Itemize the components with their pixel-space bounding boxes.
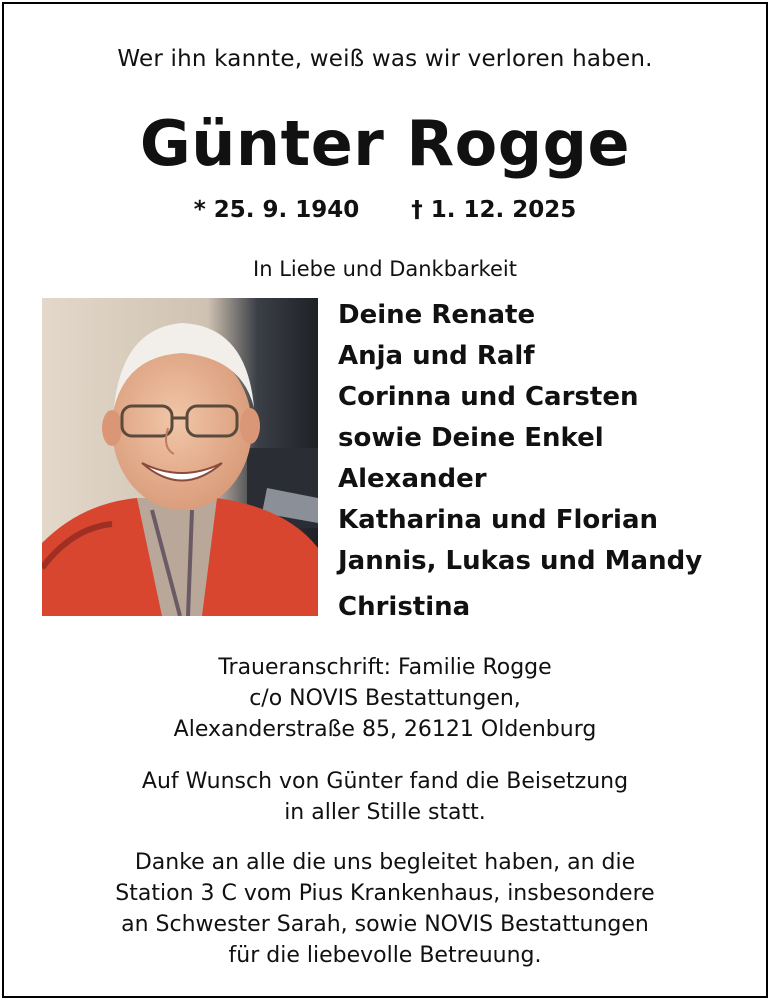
portrait-photo: [42, 298, 318, 616]
mourner-item: Deine Renate: [338, 300, 536, 330]
mourner-item: Anja und Ralf: [338, 341, 535, 371]
burial-note: [4, 766, 766, 828]
mourner-item: Alexander: [338, 464, 487, 494]
motto: Wer ihn kannte, weiß was wir verloren haben.: [117, 46, 653, 72]
mourner-item: Katharina und Florian: [338, 505, 659, 535]
thanks-line: für die liebevolle Betreuung.: [228, 943, 542, 968]
thanks-note: [4, 847, 766, 971]
mourner-item: Christina: [338, 592, 471, 622]
address-line: Traueranschrift: Familie Rogge: [218, 655, 552, 680]
portrait-illustration: [42, 298, 318, 616]
mourner-item: Corinna und Carsten: [338, 382, 639, 412]
thanks-line: an Schwester Sarah, sowie NOVIS Bestattungen: [121, 912, 649, 937]
life-dates: [4, 197, 766, 223]
deceased-name: Günter Rogge: [139, 107, 631, 180]
thanks-line: Danke an alle die uns begleitet haben, an die: [134, 850, 636, 875]
birth-date: * 25. 9. 1940: [193, 197, 360, 223]
mourners-list: [338, 296, 702, 629]
thanks-line: Station 3 C vom Pius Krankenhaus, insbesondere: [115, 881, 655, 906]
burial-note-line: Auf Wunsch von Günter fand die Beisetzung: [141, 769, 629, 794]
condolence-address: [4, 652, 766, 745]
mourner-item: Jannis, Lukas und Mandy: [338, 546, 703, 576]
address-line: Alexanderstraße 85, 26121 Oldenburg: [173, 717, 597, 742]
address-line: c/o NOVIS Bestattungen,: [249, 686, 521, 711]
obituary-notice: [2, 2, 768, 998]
mourner-item: sowie Deine Enkel: [338, 423, 604, 453]
burial-note-line: in aller Stille statt.: [284, 800, 486, 825]
intro-line: In Liebe und Dankbarkeit: [253, 257, 517, 281]
death-date: † 1. 12. 2025: [411, 197, 577, 223]
